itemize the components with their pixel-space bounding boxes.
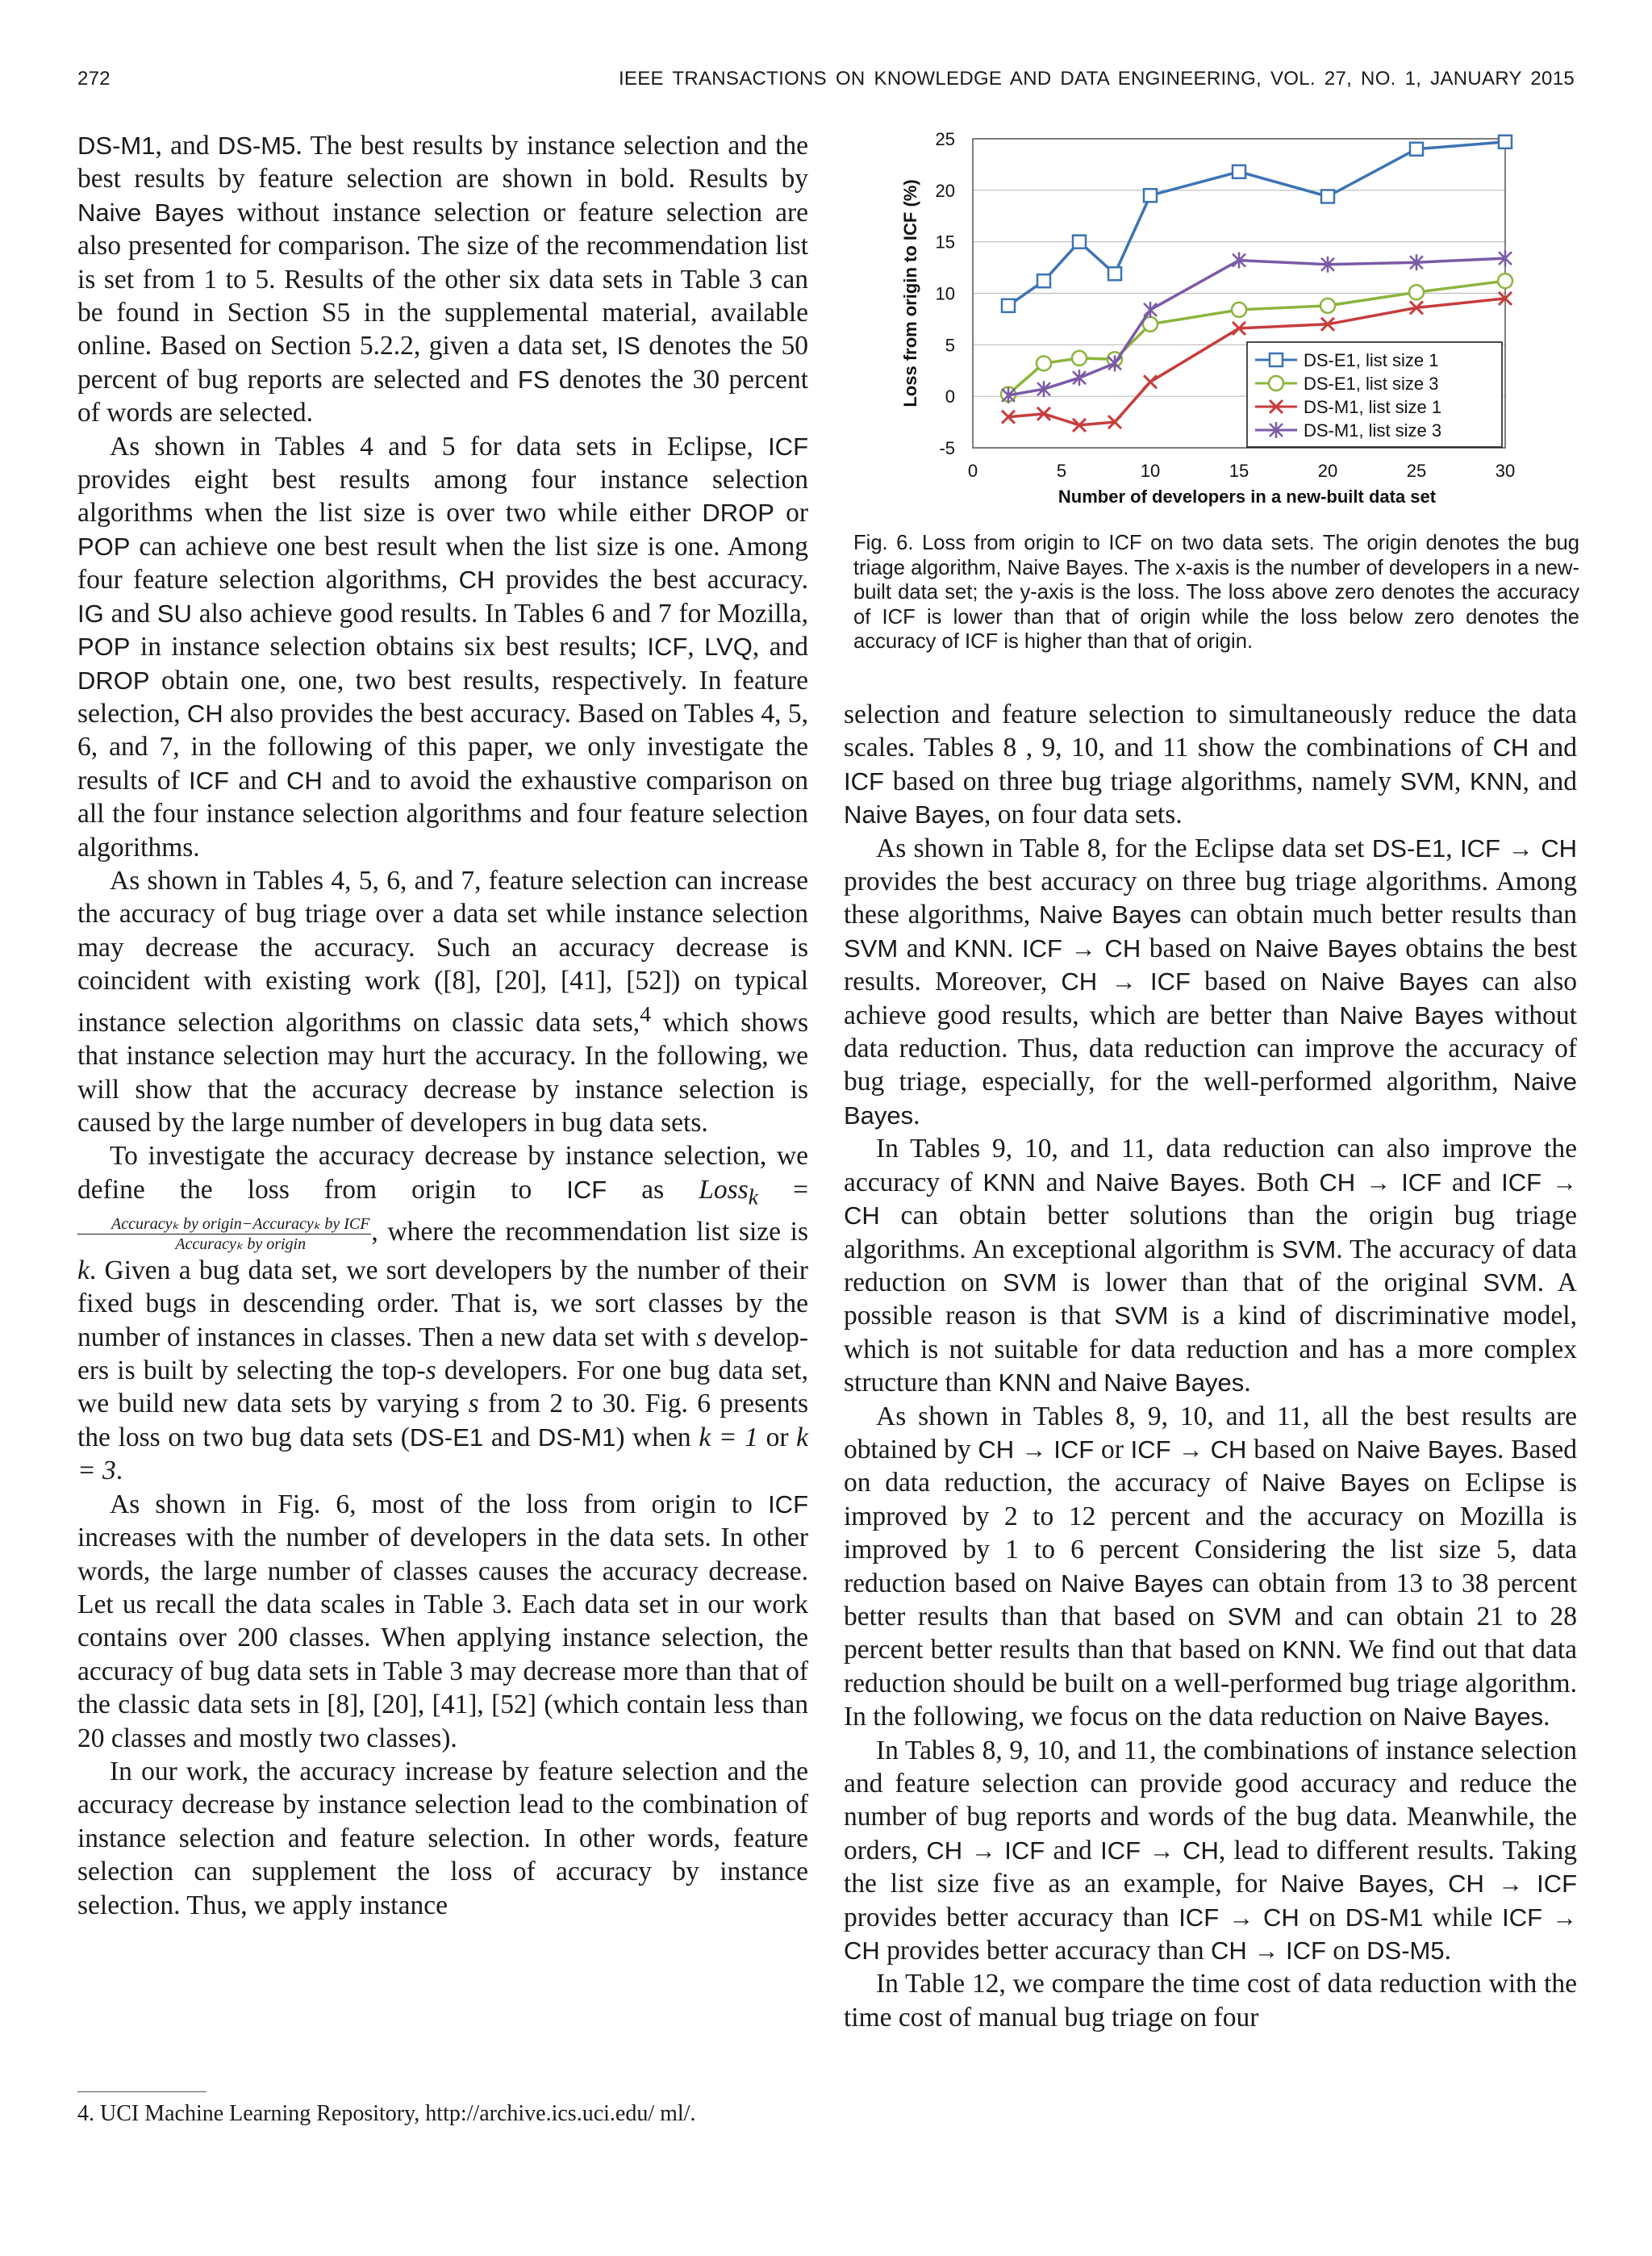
legend-marker: [1270, 353, 1283, 366]
data-point: [1144, 375, 1157, 388]
data-point: [1498, 274, 1512, 288]
paragraph: In Tables 8, 9, 10, and 11, the combinations of instance selection and feature selection can provide good accuracy and reduce the number of bug reports and words of the bug data. Meanwhile, the orders, CH → ICF and ICF → CH, lead to different results. Taking the list size five as an example, for Naive Bayes, CH → ICF provides better accuracy than ICF → CH on DS-M1 while ICF → CH provides better accuracy than CH → ICF on DS-M5.: [844, 1735, 1578, 1966]
series-1: [1002, 136, 1512, 312]
y-axis-label: Loss from origin to ICF (%): [900, 179, 920, 407]
data-point: [1409, 285, 1424, 299]
running-header: IEEE TRANSACTIONS ON KNOWLEDGE AND DATA ENGINEERING, VOL. 27, NO. 1, JANUARY 2015: [618, 68, 1575, 90]
y-tick-label: 20: [935, 180, 955, 201]
right-column: [844, 698, 1577, 2034]
y-tick-label: 0: [945, 386, 955, 407]
paragraph: In Table 12, we compare the time cost of data reduction with the time cost of manual bug triage on four: [844, 1969, 1577, 2032]
left-column: [77, 129, 808, 1922]
figure-6: [844, 121, 1577, 541]
paragraph: As shown in Tables 8, 9, 10, and 11, all the best results are obtained by CH → ICF or ICF → CH based on Naive Bayes. Based on data reduction, the accuracy of Naive Bayes on Eclipse is improved by 2 to 12 percent and the accuracy on Mozilla is improved by 1 to 6 percent Considering the list size 5, data reduction based on Naive Bayes can obtain from 13 to 38 percent better results than that based on SVM and can obtain 21 to 28 percent better results than that based on KNN. We find out that data reduction should be built on a well-performed bug triage algorithm. In the following, we focus on the data reduction on Naive Bayes.: [844, 1401, 1578, 1732]
data-point: [1232, 303, 1246, 317]
paragraph: As shown in Tables 4, 5, 6, and 7, feature selection can increase the accuracy of bug triage over a data set while instance selection may decrease the accuracy. Such an accuracy decrease is coincident with existing work ([8], [20], [41], [52]) on typical instance selection algorithms on classic data sets,$^4$ which shows that instance selection may hurt the accuracy. In the following, we will show that the accuracy decrease by instance selection is caused by the large number of developers in bug data sets.: [77, 865, 808, 1138]
legend-label: DS-M1, list size 3: [1304, 420, 1442, 441]
x-tick-label: 20: [1317, 461, 1338, 481]
page-number: 272: [77, 68, 111, 90]
data-point: [1321, 190, 1334, 203]
loss-line-chart: [844, 121, 1577, 524]
data-point: [1002, 299, 1015, 312]
paragraph: selection and feature selection to simultaneously reduce the data scales. Tables 8 , 9, 10, and 11 show the combinations of CH and ICF based on three bug triage algorithms, namely SVM, KNN, and Naive Bayes, on four data sets.: [844, 700, 1577, 830]
data-point: [1410, 143, 1423, 156]
data-point: [1072, 351, 1087, 366]
x-axis-label: Number of developers in a new-built data set: [1058, 487, 1437, 507]
legend: [1247, 342, 1502, 447]
data-point: [1499, 136, 1512, 148]
series-line: [1008, 142, 1505, 306]
data-point: [1320, 299, 1335, 313]
footnote: 4. UCI Machine Learning Repository, http://archive.ics.uci.edu/ ml/.: [77, 2101, 696, 2126]
x-tick-label: 15: [1229, 461, 1249, 481]
paragraph: As shown in Table 8, for the Eclipse data set DS-E1, ICF → CH provides the best accuracy on three bug triage algorithms. Among these algorithms, Naive Bayes can obtain much better results than SVM and KNN. ICF → CH based on Naive Bayes obtains the best results. Moreover, CH → ICF based on Naive Bayes can also achieve good results, which are better than Naive Bayes without data reduction. Thus, data reduction can improve the accuracy of bug triage, especially, for the well-performed algorithm, Naive Bayes.: [844, 833, 1578, 1130]
data-point: [1108, 267, 1121, 280]
data-point: [1037, 274, 1050, 287]
x-tick-label: 30: [1495, 461, 1516, 481]
data-point: [1144, 302, 1157, 318]
x-tick-label: 0: [967, 461, 978, 481]
dataset-name: DS-M5: [217, 132, 296, 160]
paragraph: In our work, the accuracy increase by feature selection and the accuracy decrease by instance selection lead to the combination of instance selection and feature selection. In other words, feature selection can supplement the loss of accuracy by instance selection. Thus, we apply instance: [77, 1756, 808, 1920]
footnote-divider: [77, 2091, 206, 2092]
algorithm-name: Naive Bayes: [77, 198, 224, 227]
figure-caption: Fig. 6. Loss from origin to ICF on two data sets. The origin denotes the bug triage algorithm, Naive Bayes. The x-axis is the number of developers in a new-built data set; the y-axis is the loss. The loss above zero denotes the accuracy of ICF is lower than that of origin while the loss below zero denotes the accuracy of ICF is higher than that of origin.: [853, 532, 1580, 653]
x-tick-label: 25: [1406, 461, 1427, 481]
data-point: [1233, 165, 1245, 178]
y-tick-label: -5: [939, 438, 955, 458]
legend-label: DS-E1, list size 1: [1304, 350, 1439, 370]
x-tick-label: 10: [1140, 461, 1161, 481]
legend-label: DS-M1, list size 1: [1304, 397, 1442, 417]
data-point: [1144, 189, 1157, 202]
footnote-marker[interactable]: 4: [640, 1001, 652, 1027]
loss-formula: Loss$_k$ = $\frac{\text{Accuracyₖ by origin−Accuracyₖ by ICF}}{\text{Accuracyₖ by origin}}$: [77, 1175, 808, 1247]
paragraph: To investigate the accuracy decrease by instance selection, we define the loss from origin to ICF as Loss$_k$ = $\frac{\text{Accuracyₖ by origin−Accuracyₖ by ICF}}{\text{Accuracyₖ by origin}}$ , where the recommendation list size is k. Given a bug data set, we sort developers by the number of their fixed bugs in descending order. That is, we sort classes by the number of instances in classes. Then a new data set with s developers is built by selecting the top-s developers. For one bug data set, we build new data sets by varying s from 2 to 30. Fig. 6 presents the loss on two bug data sets (DS-E1 and DS-M1) when k = 1 or k = 3.: [77, 1141, 809, 1486]
y-tick-label: 15: [935, 232, 955, 253]
y-tick-label: 25: [935, 129, 955, 149]
paragraph: As shown in Fig. 6, most of the loss from origin to ICF increases with the number of developers in the data sets. In other words, the large number of classes causes the accuracy decrease. Let us recall the data scales in Table 3. Each data set in our work contains over 200 classes. When applying instance selection, the accuracy of bug data sets in Table 3 may decrease more than that of the classic data sets in [8], [20], [41], [52] (which contain less than 20 classes and mostly two classes).: [77, 1489, 808, 1753]
x-tick-label: 5: [1056, 461, 1067, 481]
dataset-name: DS-M1: [77, 132, 156, 160]
paragraph: As shown in Tables 4 and 5 for data sets in Eclipse, ICF provides eight best results among four instance selection algorithms when the list size is over two while either DROP or POP can achieve one best result when the list size is one. Among four feature selection algorithms, CH provides the best accuracy. IG and SU also achieve good results. In Tables 6 and 7 for Mozilla, POP in instance selection obtains six best results; ICF, LVQ, and DROP obtain one, one, two best results, respectively. In feature selection, CH also provides the best accuracy. Based on Tables 4, 5, 6, and 7, in the following of this paper, we only investigate the results of ICF and CH and to avoid the exhaustive comparison on all the four instance selection algorithms and four feature selection algorithms.: [77, 431, 809, 863]
legend-label: DS-E1, list size 3: [1304, 374, 1439, 394]
y-tick-label: 10: [935, 283, 955, 304]
y-tick-label: 5: [945, 335, 955, 356]
paragraph: In Tables 9, 10, and 11, data reduction can also improve the accuracy of KNN and Naive Bayes. Both CH → ICF and ICF → CH can obtain better solutions than the origin bug triage algorithms. An exceptional algorithm is SVM. The accuracy of data reduction on SVM is lower than that of the original SVM. A possible reason is that SVM is a kind of discriminative model, which is not suitable for data reduction and has a more complex structure than KNN and Naive Bayes.: [844, 1134, 1578, 1398]
data-point: [1073, 236, 1086, 249]
paragraph: DS-M1, and DS-M5. The best results by instance selection and the best results by feature selection are shown in bold. Results by Naive Bayes without instance selection or feature selection are also presented for comparison. The size of the recommendation list is set from 1 to 5. Results of the other six data sets in Table 3 can be found in Section S5 in the supplemental material, available online. Based on Section 5.2.2, given a data set, IS denotes the 50 percent of bug reports are selected and FS denotes the 30 percent of words are selected.: [77, 131, 809, 428]
legend-marker: [1269, 376, 1283, 391]
data-point: [1037, 356, 1051, 370]
